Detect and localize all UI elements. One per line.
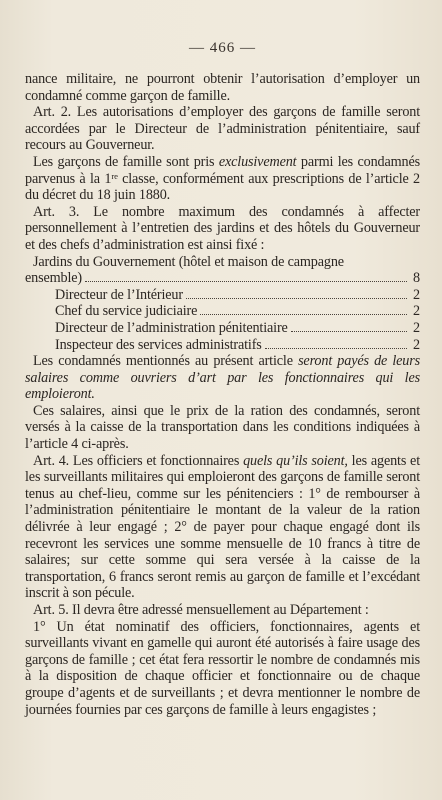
paragraph: Art. 3. Le nombre maximum des condamnés à affecter personnellement à l’entretien des jardins et des hôtels du Gouverneur et des chefs d’administration est ainsi fixé : <box>25 203 420 253</box>
dot-leader <box>291 331 407 332</box>
dot-leader <box>200 314 407 315</box>
allocation-row <box>25 303 420 320</box>
dot-leader <box>265 348 407 349</box>
allocation-label: ensemble) <box>25 270 82 287</box>
document-body <box>25 71 420 718</box>
text-run: Les condamnés mentionnés au présent article <box>33 353 299 370</box>
paragraph <box>25 453 420 602</box>
allocation-row <box>25 287 420 304</box>
allocation-label: Inspecteur des services administratifs <box>55 336 262 353</box>
allocation-row <box>25 337 420 354</box>
paragraph: Ces salaires, ainsi que le prix de la ration des condamnés, seront versés à la caisse de la transportation dans les conditions indiquées à l’article 4 ci-après. <box>25 402 420 453</box>
dot-leader <box>186 298 407 299</box>
allocation-count: 2 <box>413 286 420 303</box>
allocation-count: 2 <box>413 336 420 353</box>
paragraph: Art. 5. Il devra être adressé mensuellement au Département : <box>33 602 369 618</box>
paragraph: Art. 2. Les autorisations d’employer des garçons de famille seront accordées par le Directeur de l’administration pénitentiaire, sauf recours au Gouverneur. <box>25 104 420 154</box>
italic-run: seront payés de leurs salaires comme ouvriers d’art par les fonctionnaires qui les emploieront. <box>25 353 420 403</box>
allocation-row <box>25 320 420 337</box>
paragraph <box>25 353 420 403</box>
allocation-count: 8 <box>413 270 420 287</box>
paragraph: nance militaire, ne pourront obtenir l’autorisation d’employer un condamné comme garçon de famille. <box>25 71 420 104</box>
text-run: Art. 4. Les officiers et fonctionnaires <box>33 452 244 469</box>
paragraph <box>25 154 420 204</box>
allocation-label: Directeur de l’administration pénitentiaire <box>55 319 288 336</box>
paragraph: Jardins du Gouvernement (hôtel et maison de campagne <box>33 253 344 270</box>
allocation-label: Chef du service judiciaire <box>55 303 198 320</box>
dot-leader <box>85 281 407 282</box>
allocation-label: Directeur de l’Intérieur <box>55 286 183 303</box>
page-number: — 466 — <box>189 40 256 56</box>
text-run: les agents et les surveillants militaires qui emploieront des garçons de famille seront tenus au chef-lieu, comme sur les pénitenciers : 1° de rembourser à l’administration pénitentiaire le montant de la valeur de la ration délivrée à leur engagé ; 2° de payer pour chaque engagé dont ils recevront les services une somme mensuelle de 10 francs à titre de salaires; sur cette somme qui sera versée à la caisse de la transportation, 6 francs seront remis au garçon de famille et l’excédant inscrit à son pécule. <box>25 452 420 602</box>
italic-run: exclusivement <box>218 153 297 170</box>
paragraph: 1° Un état nominatif des officiers, fonctionnaires, agents et surveillants vivant en gamelle qui auront été autorisés à faire usage des garçons de famille ; cet état fera ressortir le nombre de condamnés mis à la disposition de chaque officier et fonctionnaire ou de chaque groupe d’agents et de surveillants ; et devra mentionner le nombre de journées fournies par ces garçons de famille à leurs engagistes ; <box>25 618 420 718</box>
allocation-count: 2 <box>413 303 420 320</box>
italic-run: quels qu’ils soient, <box>243 452 348 469</box>
text-run: parmi les condamnés parvenus à la 1ʳᵉ classe, conformément aux prescriptions de l’article 2 du décret du 18 juin 1880. <box>25 153 420 204</box>
text-run: Les garçons de famille sont pris <box>33 153 219 170</box>
allocation-count: 2 <box>413 319 420 336</box>
allocation-row <box>25 270 420 287</box>
